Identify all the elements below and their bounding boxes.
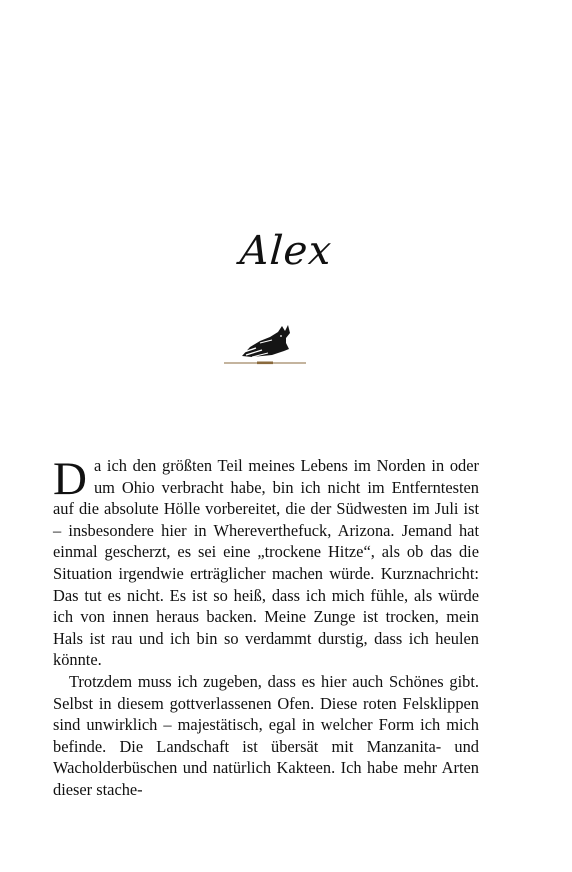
chapter-body: [53, 455, 479, 801]
chapter-title: Alex: [238, 228, 334, 274]
paragraph: [53, 455, 479, 671]
paragraph: Trotzdem muss ich zugeben, dass es hier auch Schönes gibt. Selbst in diesem gottverlassenen Ofen. Diese roten Felsklippen sind unwirklich – majestätisch, egal in welcher Form ich mich befinde. Die Landschaft ist übersät mit Manzanita- und Wacholderbüschen und natürlich Kakteen. Ich habe mehr Arten dieser stache-: [53, 671, 479, 799]
wolf-head-icon: [222, 322, 308, 368]
paragraph-text: a ich den größten Teil meines Lebens im Norden in oder um Ohio verbracht habe, bin ich nicht im Entferntesten auf die absolute Hölle vorbereitet, die der Südwesten im Juli ist – insbesondere hier in Whereverthefuck, Arizona. Jemand hat einmal gescherzt, es sei eine „trockene Hitze“, als ob das die Situation irgendwie erträglicher machen würde. Kurznachricht: Das tut es nicht. Es ist so heiß, dass ich mich fühle, als würde ich von innen heraus backen. Meine Zunge ist trocken, mein Hals ist rau und ich bin so verdammt durstig, dass ich heulen könnte.: [53, 456, 479, 670]
drop-cap: D: [53, 453, 87, 505]
